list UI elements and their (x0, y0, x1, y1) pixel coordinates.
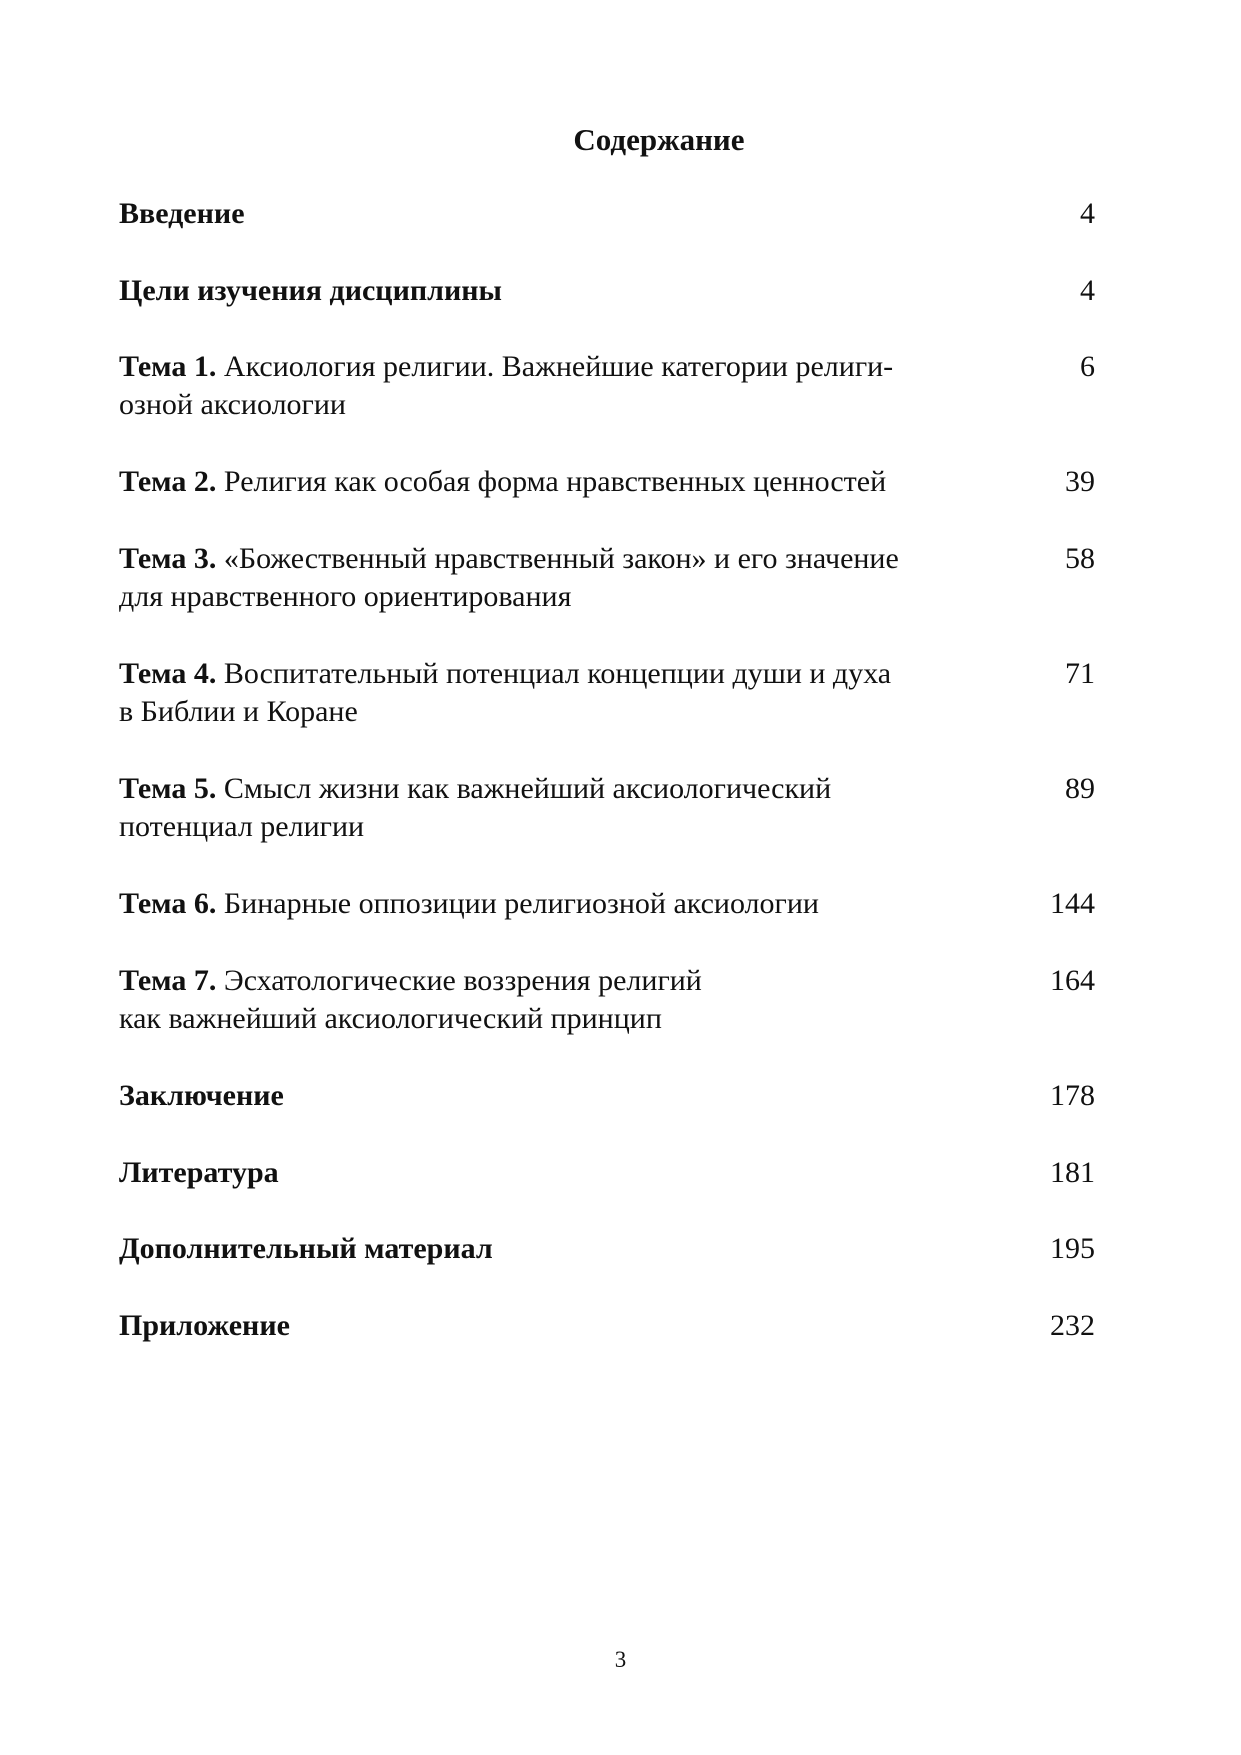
toc-entry-topic-2 (119, 463, 1095, 501)
toc-entry-label: Приложение (119, 1309, 290, 1342)
page-number: 3 (614, 1647, 627, 1672)
toc-entry-text (119, 885, 999, 923)
toc-entry-title: «Божественный нравственный закон» и его значение для нравственного ориентирования (119, 542, 899, 613)
toc-entry-topic-1 (119, 348, 1095, 424)
toc-entry-page: 178 (1050, 1079, 1095, 1112)
toc-entry-page: 71 (1065, 657, 1095, 690)
toc-entry-prefix: Тема 7. (119, 964, 217, 997)
toc-entry-text (119, 540, 999, 616)
toc-entry-literature (119, 1154, 1095, 1192)
toc-entry-prefix: Тема 1. (119, 350, 217, 383)
toc-entry-page: 181 (1050, 1156, 1095, 1189)
toc-entry-prefix: Тема 3. (119, 542, 217, 575)
toc-entry-title: Эсхатологические воззрения религий как важнейший аксиологический принцип (119, 964, 702, 1035)
toc-entry-label: Дополнительный материал (119, 1232, 493, 1265)
toc-entry-text (119, 463, 999, 501)
toc-entry-topic-7 (119, 962, 1095, 1038)
toc-entry-title: Бинарные оппозиции религиозной аксиологии (216, 887, 819, 920)
toc-entry-conclusion (119, 1077, 1095, 1115)
toc-entry-topic-4 (119, 655, 1095, 731)
toc-entry-page: 144 (1050, 887, 1095, 920)
toc-entry-prefix: Тема 5. (119, 772, 217, 805)
toc-entry-appendix (119, 1307, 1095, 1345)
toc-entry-prefix: Тема 6. (119, 887, 217, 920)
toc-entry-text (119, 348, 999, 424)
toc-entry-additional-material (119, 1230, 1095, 1268)
toc-entry-page: 89 (1065, 772, 1095, 805)
toc-entry-prefix: Тема 4. (119, 657, 217, 690)
toc-entry-topic-6 (119, 885, 1095, 923)
toc-entry-prefix: Тема 2. (119, 465, 217, 498)
toc-entry-page: 6 (1080, 350, 1095, 383)
toc-entry-page: 39 (1065, 465, 1095, 498)
toc-entry-page: 4 (1080, 197, 1095, 230)
toc-entry-title: Религия как особая форма нравственных ценностей (216, 465, 887, 498)
toc-entry-page: 4 (1080, 274, 1095, 307)
toc-entry-goals (119, 272, 1095, 310)
toc-entry-label: Литература (119, 1156, 279, 1189)
toc-entry-page: 58 (1065, 542, 1095, 575)
toc-entry-page: 164 (1050, 964, 1095, 997)
toc-entry-page: 232 (1050, 1309, 1095, 1342)
toc-entry-page: 195 (1050, 1232, 1095, 1265)
toc-entry-label: Заключение (119, 1079, 284, 1112)
toc-entry-introduction (119, 195, 1095, 233)
toc-entry-label: Введение (119, 197, 245, 230)
toc-entry-topic-5 (119, 770, 1095, 846)
toc-entry-text (119, 770, 999, 846)
toc-entry-topic-3 (119, 540, 1095, 616)
toc-entry-title: Аксиология религии. Важнейшие категории религи- озной аксиологии (119, 350, 894, 421)
toc-entry-text (119, 962, 999, 1038)
toc-entry-title: Воспитательный потенциал концепции души и духа в Библии и Коране (119, 657, 892, 728)
toc-title: Содержание (573, 122, 745, 157)
toc-entry-label: Цели изучения дисциплины (119, 274, 502, 307)
toc-entry-text (119, 655, 999, 731)
toc-entry-title: Смысл жизни как важнейший аксиологический потенциал религии (119, 772, 832, 843)
